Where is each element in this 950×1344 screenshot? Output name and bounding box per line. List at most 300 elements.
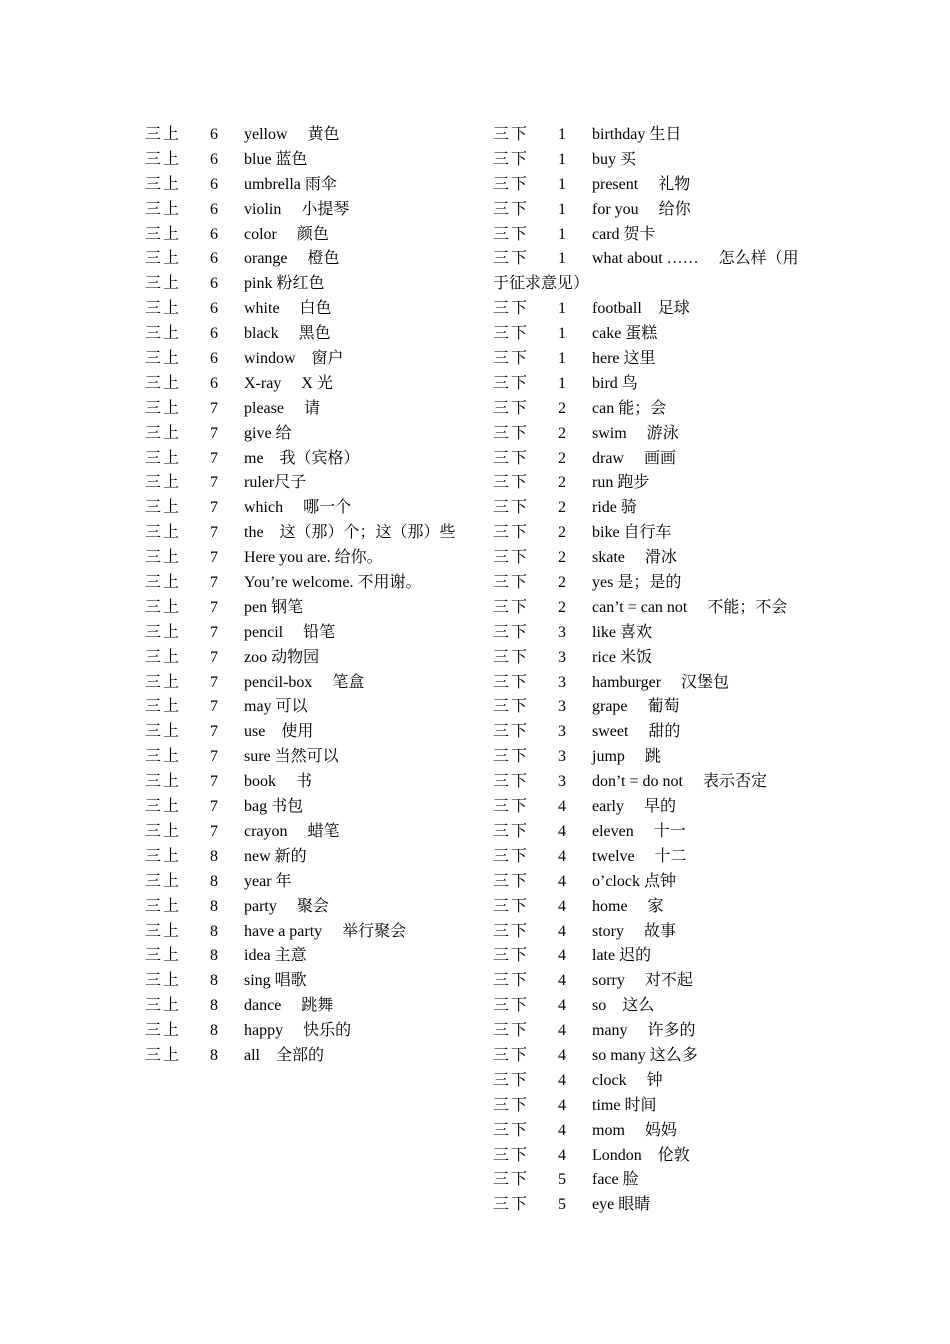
- grade-label: 三下: [493, 175, 530, 193]
- grade-label: 三下: [493, 673, 530, 691]
- vocab-row: [493, 496, 823, 521]
- grade-label: 三上: [145, 300, 182, 318]
- vocab-entry: early 早的: [592, 798, 676, 816]
- grade-label: 三下: [493, 1171, 530, 1189]
- vocab-entry: mom 妈妈: [592, 1121, 677, 1139]
- grade-label: 三下: [493, 1196, 530, 1214]
- vocab-row: [145, 969, 475, 994]
- vocab-entry: grape 葡萄: [592, 698, 680, 716]
- unit-number: 1: [558, 126, 566, 143]
- grade-label: 三下: [493, 225, 530, 243]
- unit-number: 4: [558, 1046, 566, 1064]
- vocab-entry: give 给: [244, 424, 292, 442]
- vocab-row: [145, 1019, 475, 1044]
- vocab-entry: bag 书包: [244, 798, 304, 816]
- unit-number: 3: [558, 748, 566, 766]
- unit-number: 4: [558, 872, 566, 890]
- vocab-row: [145, 795, 475, 820]
- grade-label: 三下: [493, 997, 530, 1015]
- unit-number: 6: [210, 350, 218, 368]
- vocab-row: [493, 994, 823, 1019]
- vocab-row: [145, 223, 475, 248]
- unit-number: 6: [210, 300, 218, 318]
- vocab-entry: ruler尺子: [244, 474, 307, 492]
- grade-label: 三下: [493, 947, 530, 965]
- vocab-entry: can’t = can not 不能；不会: [592, 598, 788, 616]
- vocab-row: [145, 372, 475, 397]
- unit-number: 8: [210, 847, 218, 865]
- vocab-row: [493, 820, 823, 845]
- unit-number: 4: [558, 847, 566, 865]
- vocab-row: [145, 173, 475, 198]
- unit-number: 4: [558, 1096, 566, 1114]
- unit-number: 7: [210, 723, 218, 741]
- vocab-entry: white 白色: [244, 300, 332, 318]
- unit-number: 1: [558, 175, 566, 193]
- vocab-row: [145, 646, 475, 671]
- unit-number: 7: [210, 648, 218, 666]
- vocab-row: [493, 471, 823, 496]
- vocab-entry: eye 眼睛: [592, 1196, 651, 1214]
- grade-label: 三上: [145, 822, 182, 840]
- grade-label: 三下: [493, 449, 530, 467]
- unit-number: 5: [558, 1196, 566, 1214]
- vocab-entry: You’re welcome. 不用谢。: [244, 574, 422, 592]
- unit-number: 8: [210, 897, 218, 915]
- vocab-entry: what about …… 怎么样（用: [592, 250, 799, 268]
- vocab-row: [493, 720, 823, 745]
- vocab-entry: umbrella 雨伞: [244, 175, 337, 193]
- vocab-row: [493, 521, 823, 546]
- grade-label: 三上: [145, 549, 182, 567]
- unit-number: 4: [558, 1071, 566, 1089]
- vocab-row: [145, 546, 475, 571]
- grade-label: 三上: [145, 200, 182, 218]
- grade-label: 三上: [145, 499, 182, 517]
- grade-label: 三上: [145, 723, 182, 741]
- vocab-entry: which 哪一个: [244, 499, 352, 517]
- unit-number: 4: [558, 922, 566, 940]
- vocab-entry: rice 米饭: [592, 648, 652, 666]
- vocab-row: [145, 770, 475, 795]
- vocab-entry: pencil 铅笔: [244, 623, 336, 641]
- vocab-row: [493, 920, 823, 945]
- grade-label: 三上: [145, 847, 182, 865]
- grade-label: 三上: [145, 126, 182, 143]
- unit-number: 7: [210, 748, 218, 766]
- vocab-entry: buy 买: [592, 150, 637, 168]
- vocab-row: [493, 1144, 823, 1169]
- unit-number: 7: [210, 698, 218, 716]
- grade-label: 三上: [145, 872, 182, 890]
- grade-label: 三下: [493, 623, 530, 641]
- unit-number: 4: [558, 897, 566, 915]
- vocab-row: [493, 247, 823, 272]
- vocab-row: [493, 297, 823, 322]
- vocab-entry: cake 蛋糕: [592, 325, 658, 343]
- unit-number: 3: [558, 648, 566, 666]
- unit-number: 1: [558, 200, 566, 218]
- vocab-row: [493, 223, 823, 248]
- vocab-entry: like 喜欢: [592, 623, 652, 641]
- vocab-row: [493, 372, 823, 397]
- vocab-entry: crayon 蜡笔: [244, 822, 340, 840]
- vocab-row: [493, 198, 823, 223]
- vocab-entry: pencil-box 笔盒: [244, 673, 365, 691]
- vocab-row: [493, 895, 823, 920]
- vocab-entry: happy 快乐的: [244, 1022, 352, 1040]
- vocab-entry: yellow 黄色: [244, 126, 340, 143]
- vocab-row: [145, 496, 475, 521]
- grade-label: 三上: [145, 524, 182, 542]
- vocab-row: [145, 621, 475, 646]
- unit-number: 6: [210, 175, 218, 193]
- vocab-row: [493, 447, 823, 472]
- grade-label: 三下: [493, 1096, 530, 1114]
- vocab-entry: time 时间: [592, 1096, 657, 1114]
- unit-number: 2: [558, 474, 566, 492]
- grade-label: 三上: [145, 399, 182, 417]
- vocab-row: [145, 471, 475, 496]
- grade-label: 三下: [493, 872, 530, 890]
- unit-number: 1: [558, 225, 566, 243]
- vocab-entry: swim 游泳: [592, 424, 679, 442]
- vocab-entry: year 年: [244, 872, 292, 890]
- vocab-entry: use 使用: [244, 723, 314, 741]
- unit-number: 2: [558, 524, 566, 542]
- unit-number: 4: [558, 1146, 566, 1164]
- vocab-row: [493, 322, 823, 347]
- unit-number: 1: [558, 325, 566, 343]
- grade-label: 三下: [493, 698, 530, 716]
- vocab-row-continuation: [493, 272, 823, 297]
- vocab-entry: so 这么: [592, 997, 655, 1015]
- vocab-row: [493, 1094, 823, 1119]
- unit-number: 4: [558, 798, 566, 816]
- unit-number: 2: [558, 399, 566, 417]
- grade-label: 三下: [493, 126, 530, 143]
- vocab-row: [145, 745, 475, 770]
- vocab-entry: don’t = do not 表示否定: [592, 773, 767, 791]
- vocab-row: [493, 969, 823, 994]
- vocab-entry: hamburger 汉堡包: [592, 673, 730, 691]
- grade-label: 三上: [145, 673, 182, 691]
- vocab-entry: skate 滑冰: [592, 549, 677, 567]
- vocab-row: [493, 646, 823, 671]
- grade-label: 三下: [493, 1071, 530, 1089]
- vocab-row: [493, 845, 823, 870]
- grade-label: 三下: [493, 200, 530, 218]
- grade-label: 三下: [493, 648, 530, 666]
- grade-label: 三下: [493, 549, 530, 567]
- vocab-entry: many 许多的: [592, 1022, 696, 1040]
- grade-label: 三下: [493, 1022, 530, 1040]
- vocab-row: [145, 148, 475, 173]
- vocab-entry: me 我（宾格）: [244, 449, 360, 467]
- vocab-entry: please 请: [244, 399, 320, 417]
- vocab-entry: London 伦敦: [592, 1146, 690, 1164]
- unit-number: 7: [210, 549, 218, 567]
- unit-number: 7: [210, 673, 218, 691]
- vocab-entry: can 能；会: [592, 399, 667, 417]
- grade-label: 三下: [493, 1121, 530, 1139]
- unit-number: 6: [210, 275, 218, 293]
- vocab-column-right: [493, 123, 823, 1218]
- vocab-entry: yes 是；是的: [592, 574, 682, 592]
- vocab-entry: sweet 甜的: [592, 723, 681, 741]
- vocab-entry: home 家: [592, 897, 664, 915]
- vocab-row: [493, 1069, 823, 1094]
- grade-label: 三下: [493, 574, 530, 592]
- vocab-entry: idea 主意: [244, 947, 307, 965]
- vocab-row: [493, 422, 823, 447]
- vocab-row: [145, 695, 475, 720]
- vocab-entry: o’clock 点钟: [592, 872, 676, 890]
- unit-number: 1: [558, 300, 566, 318]
- unit-number: 7: [210, 798, 218, 816]
- unit-number: 7: [210, 574, 218, 592]
- vocab-entry: present 礼物: [592, 175, 691, 193]
- vocab-row: [145, 596, 475, 621]
- unit-number: 8: [210, 947, 218, 965]
- vocab-row: [493, 1193, 823, 1218]
- unit-number: 2: [558, 449, 566, 467]
- unit-number: 8: [210, 997, 218, 1015]
- unit-number: 2: [558, 598, 566, 616]
- grade-label: 三上: [145, 947, 182, 965]
- grade-label: 三上: [145, 1022, 182, 1040]
- vocab-entry: color 颜色: [244, 225, 329, 243]
- vocab-entry: bike 自行车: [592, 524, 672, 542]
- unit-number: 3: [558, 723, 566, 741]
- grade-label: 三上: [145, 175, 182, 193]
- vocab-entry: story 故事: [592, 922, 677, 940]
- grade-label: 三上: [145, 449, 182, 467]
- grade-label: 三上: [145, 250, 182, 268]
- grade-label: 三下: [493, 150, 530, 168]
- vocab-entry: book 书: [244, 773, 313, 791]
- vocab-row: [493, 944, 823, 969]
- grade-label: 三上: [145, 150, 182, 168]
- vocab-row: [145, 247, 475, 272]
- vocab-row: [145, 820, 475, 845]
- vocab-entry: twelve 十二: [592, 847, 687, 865]
- vocab-row: [493, 173, 823, 198]
- vocab-row: [145, 297, 475, 322]
- unit-number: 6: [210, 150, 218, 168]
- grade-label: 三上: [145, 275, 182, 293]
- vocab-entry: all 全部的: [244, 1046, 324, 1064]
- unit-number: 7: [210, 474, 218, 492]
- unit-number: 7: [210, 822, 218, 840]
- vocab-column-left: [145, 123, 475, 1069]
- vocab-entry: violin 小提琴: [244, 200, 350, 218]
- vocab-entry: black 黑色: [244, 325, 331, 343]
- grade-label: 三下: [493, 1146, 530, 1164]
- vocab-entry: the 这（那）个；这（那）些: [244, 524, 456, 542]
- vocab-row: [493, 347, 823, 372]
- vocab-entry: face 脸: [592, 1171, 639, 1189]
- vocab-row: [493, 770, 823, 795]
- vocab-row: [493, 695, 823, 720]
- vocab-row: [493, 621, 823, 646]
- unit-number: 2: [558, 499, 566, 517]
- vocab-row: [493, 148, 823, 173]
- grade-label: 三上: [145, 997, 182, 1015]
- vocab-row: [145, 272, 475, 297]
- vocab-row: [493, 671, 823, 696]
- grade-label: 三上: [145, 325, 182, 343]
- vocab-row: [145, 870, 475, 895]
- unit-number: 4: [558, 822, 566, 840]
- unit-number: 7: [210, 598, 218, 616]
- vocab-row: [145, 322, 475, 347]
- unit-number: 2: [558, 574, 566, 592]
- grade-label: 三上: [145, 623, 182, 641]
- vocab-entry: new 新的: [244, 847, 307, 865]
- unit-number: 7: [210, 499, 218, 517]
- grade-label: 三下: [493, 524, 530, 542]
- unit-number: 3: [558, 623, 566, 641]
- grade-label: 三下: [493, 474, 530, 492]
- unit-number: 3: [558, 773, 566, 791]
- vocab-row: [493, 745, 823, 770]
- grade-label: 三下: [493, 374, 530, 392]
- vocab-entry: dance 跳舞: [244, 997, 334, 1015]
- grade-label: 三上: [145, 648, 182, 666]
- grade-label: 三下: [493, 748, 530, 766]
- grade-label: 三上: [145, 474, 182, 492]
- vocab-entry: clock 钟: [592, 1071, 663, 1089]
- grade-label: 三上: [145, 798, 182, 816]
- vocab-row: [493, 1168, 823, 1193]
- unit-number: 2: [558, 549, 566, 567]
- vocab-entry: ride 骑: [592, 499, 637, 517]
- vocab-row: [145, 671, 475, 696]
- vocab-row: [493, 1119, 823, 1144]
- grade-label: 三下: [493, 325, 530, 343]
- unit-number: 6: [210, 200, 218, 218]
- vocab-entry: bird 鸟: [592, 374, 638, 392]
- grade-label: 三下: [493, 399, 530, 417]
- vocab-row: [145, 397, 475, 422]
- vocab-row: [145, 944, 475, 969]
- vocab-row: [493, 123, 823, 148]
- grade-label: 三下: [493, 798, 530, 816]
- vocab-entry: party 聚会: [244, 897, 329, 915]
- vocab-row: [145, 521, 475, 546]
- grade-label: 三上: [145, 574, 182, 592]
- unit-number: 7: [210, 424, 218, 442]
- grade-label: 三上: [145, 1046, 182, 1064]
- vocab-entry: for you 给你: [592, 200, 691, 218]
- grade-label: 三下: [493, 922, 530, 940]
- unit-number: 4: [558, 1022, 566, 1040]
- unit-number: 8: [210, 972, 218, 990]
- grade-label: 三上: [145, 374, 182, 392]
- grade-label: 三下: [493, 1046, 530, 1064]
- vocab-entry: blue 蓝色: [244, 150, 308, 168]
- vocab-row: [145, 920, 475, 945]
- unit-number: 6: [210, 225, 218, 243]
- grade-label: 三上: [145, 897, 182, 915]
- unit-number: 2: [558, 424, 566, 442]
- grade-label: 三上: [145, 424, 182, 442]
- grade-label: 三下: [493, 598, 530, 616]
- grade-label: 三下: [493, 499, 530, 517]
- vocab-entry: draw 画画: [592, 449, 676, 467]
- vocab-row: [493, 596, 823, 621]
- grade-label: 三下: [493, 897, 530, 915]
- grade-label: 三上: [145, 350, 182, 368]
- vocab-entry: have a party 举行聚会: [244, 922, 407, 940]
- vocab-entry: so many 这么多: [592, 1046, 698, 1064]
- unit-number: 8: [210, 1022, 218, 1040]
- vocab-row: [145, 571, 475, 596]
- vocab-entry: window 窗户: [244, 350, 344, 368]
- vocab-entry: Here you are. 给你。: [244, 549, 383, 567]
- grade-label: 三上: [145, 773, 182, 791]
- vocab-entry: sing 唱歌: [244, 972, 307, 990]
- vocab-entry: card 贺卡: [592, 225, 656, 243]
- unit-number: 4: [558, 947, 566, 965]
- unit-number: 4: [558, 1121, 566, 1139]
- unit-number: 7: [210, 524, 218, 542]
- unit-number: 8: [210, 922, 218, 940]
- unit-number: 7: [210, 449, 218, 467]
- unit-number: 1: [558, 150, 566, 168]
- grade-label: 三上: [145, 598, 182, 616]
- grade-label: 三上: [145, 972, 182, 990]
- grade-label: 三下: [493, 972, 530, 990]
- vocab-entry: pen 钢笔: [244, 598, 304, 616]
- unit-number: 7: [210, 623, 218, 641]
- unit-number: 1: [558, 374, 566, 392]
- grade-label: 三下: [493, 847, 530, 865]
- grade-label: 三下: [493, 424, 530, 442]
- vocab-entry: X-ray X 光: [244, 374, 333, 392]
- grade-label: 三下: [493, 300, 530, 318]
- unit-number: 5: [558, 1171, 566, 1189]
- grade-label: 三下: [493, 350, 530, 368]
- unit-number: 4: [558, 972, 566, 990]
- unit-number: 6: [210, 325, 218, 343]
- vocab-row: [145, 994, 475, 1019]
- unit-number: 6: [210, 374, 218, 392]
- vocab-entry: zoo 动物园: [244, 648, 320, 666]
- vocab-entry: eleven 十一: [592, 822, 686, 840]
- vocab-entry: birthday 生日: [592, 126, 682, 143]
- unit-number: 6: [210, 126, 218, 143]
- vocab-entry: pink 粉红色: [244, 275, 325, 293]
- vocab-row: [145, 422, 475, 447]
- vocab-row: [145, 347, 475, 372]
- vocab-entry: late 迟的: [592, 947, 652, 965]
- grade-label: 三下: [493, 723, 530, 741]
- grade-label: 三上: [145, 922, 182, 940]
- vocab-row: [493, 870, 823, 895]
- unit-number: 1: [558, 250, 566, 268]
- unit-number: 8: [210, 872, 218, 890]
- vocab-row: [493, 546, 823, 571]
- vocab-row: [145, 845, 475, 870]
- unit-number: 3: [558, 673, 566, 691]
- vocab-entry: jump 跳: [592, 748, 661, 766]
- vocab-entry: sure 当然可以: [244, 748, 339, 766]
- grade-label: 三上: [145, 698, 182, 716]
- vocab-row: [145, 123, 475, 148]
- vocab-row: [493, 795, 823, 820]
